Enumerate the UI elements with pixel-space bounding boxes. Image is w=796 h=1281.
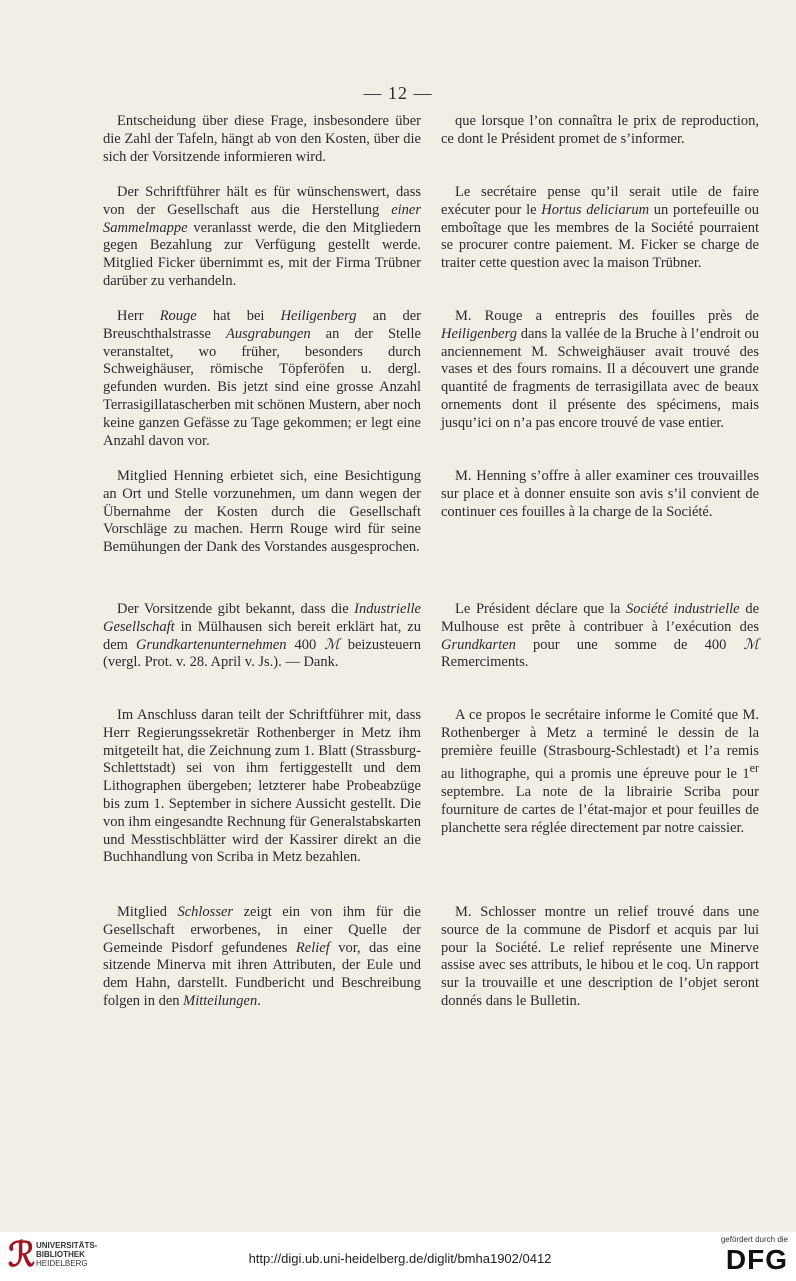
right-paragraph: que lorsque l’on connaîtra le prix de reproduction, ce dont le Président promet de s’informer. [441, 113, 759, 147]
right-paragraph: M. Henning s’offre à aller examiner ces trouvailles sur place et à donner ensuite son avis s’il convient de continuer ces fouilles à la charge de la Société. [441, 468, 759, 520]
right-paragraph: M. Rouge a entrepris des fouilles près de Heiligenberg dans la vallée de la Bruche à l’endroit ou anciennement M. Schweighäuser avait trouvé des vases et des fours romains. Il a découvert une grande quantité de fragments de terrasigillata avec de beaux ornements dont il présente des spécimens, mais jusqu’ici on n’a pas encore trouvé de vase entier. [441, 308, 759, 431]
right-paragraph: Le secrétaire pense qu’il serait utile de faire exécuter pour le Hortus deliciarum un portefeuille ou emboîtage que les membres de la Société pourraient se procurer contre paiement. M. Ficker se charge de traiter cette question avec la maison Trübner. [441, 184, 759, 272]
left-paragraph: Mitglied Schlosser zeigt ein von ihm für die Gesellschaft erworbenes, in einer Quelle der Gemeinde Pisdorf gefundenes Relief vor, das eine sitzende Minerva mit ihren Attributen, der Eule und dem Hahn, darstellt. Fundbericht und Beschreibung folgen in den Mitteilungen. [103, 904, 421, 1009]
dfg-logo[interactable]: DFG [725, 1244, 788, 1275]
left-paragraph: Der Vorsitzende gibt bekannt, dass die Industrielle Gesellschaft in Mülhausen sich bereit erklärt hat, zu dem Grundkartenunternehmen 400 ℳ beizusteuern (vergl. Prot. v. 28. April v. Js.). — Dank. [103, 601, 421, 671]
left-paragraph: Mitglied Henning erbietet sich, eine Besichtigung an Ort und Stelle vorzunehmen, um dann wegen der Übernahme der Kosten durch die Gesellschaft Vorschläge zu machen. Herrn Rouge wird für seine Bemühungen der Dank des Vorstandes ausgesprochen. [103, 468, 421, 556]
library-emblem-icon: ℛ [8, 1235, 36, 1275]
library-name: UNIVERSITÄTS- BIBLIOTHEK HEIDELBERG [36, 1241, 98, 1268]
left-paragraph: Entscheidung über diese Frage, insbesondere über die Zahl der Tafeln, hängt ab von den Kosten, über die sich der Vorsitzende informieren wird. [103, 113, 421, 165]
funding-caption: gefördert durch die [720, 1235, 788, 1244]
permalink-url[interactable]: http://digi.ub.uni-heidelberg.de/diglit/bmha1902/0412 [248, 1251, 552, 1266]
right-paragraph: M. Schlosser montre un relief trouvé dans une source de la commune de Pisdorf et acquis par lui pour la Société. Le relief représente une Minerve assise avec ses attributs, le hibou et le coq. Un rapport sur la trouvaille et une description de l’objet seront donnés dans le Bulletin. [441, 904, 759, 1009]
right-paragraph: A ce propos le secrétaire informe le Comité que M. Rothenberger à Metz a terminé le dessin de la première feuille (Strasbourg-Schlestadt) et l’a remis au lithographe, qui a promis une épreuve pour le 1er septembre. La note de la librairie Scriba pour fourniture de cartes de l’état-major et pour feuilles de planchette sera réglée directement par notre caissier. [441, 707, 759, 836]
left-paragraph: Der Schriftführer hält es für wünschenswert, dass von der Gesellschaft aus die Herstellung einer Sammelmappe veranlasst werde, die den Mitgliedern gegen Bezahlung zur Verfügung gestellt werde. Mitglied Ficker übernimmt es, mit der Firma Trübner darüber zu verhandeln. [103, 184, 421, 289]
heidelberg-library-logo[interactable] [8, 1236, 128, 1276]
right-paragraph: Le Président déclare que la Société industrielle de Mulhouse est prête à contribuer à l’exécution des Grundkarten pour une somme de 400 ℳ Remerciments. [441, 601, 760, 671]
left-paragraph: Im Anschluss daran teilt der Schriftführer mit, dass Herr Regierungssekretär Rothenberger in Metz ihm mitgeteilt hat, die Zeichnung zum 1. Blatt (Strassburg-Schlettstadt) sei von ihm fertiggestellt und dem Lithographen übergeben; letzterer habe Probeabzüge bis zum 1. September in sichere Aussicht gestellt. Die von ihm eingesandte Rechnung für Generalstabskarten und Messtischblätter wird der Kassirer direkt an die Buchhandlung von Scriba in Metz bezahlen. [103, 707, 421, 866]
left-paragraph: Herr Rouge hat bei Heiligenberg an der Breuschthalstrasse Ausgrabungen an der Stelle veranstaltet, wo früher, besonders durch Schweighäuser, römische Töpferöfen u. dergl. gefunden wurden. Bis jetzt sind eine grosse Anzahl Terrasigillatascherben mit schönen Mustern, aber noch keine ganzen Gefässe zu Tage gekommen; er legt eine Anzahl davon vor. [103, 308, 421, 449]
page-number: — 12 — [363, 83, 433, 103]
